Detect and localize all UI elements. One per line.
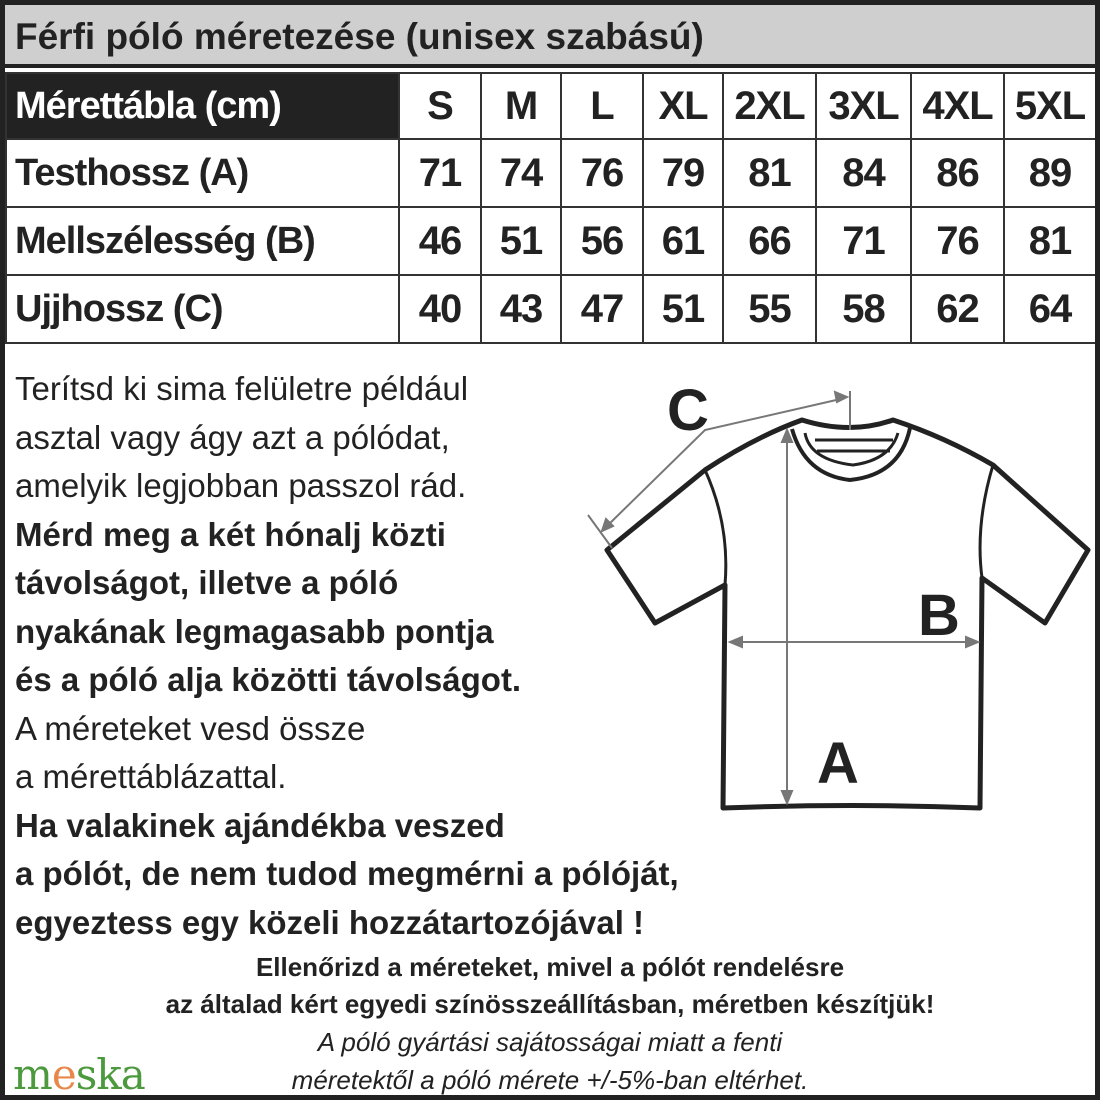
table-cell: 51 bbox=[643, 275, 723, 343]
table-cell: 61 bbox=[643, 207, 723, 275]
table-cell: 86 bbox=[911, 139, 1004, 207]
table-cell: 81 bbox=[723, 139, 816, 207]
instruction-line: Mérd meg a két hónalj közti bbox=[15, 515, 446, 553]
table-cell: 79 bbox=[643, 139, 723, 207]
size-header: M bbox=[481, 73, 561, 139]
note-bold-1: Ellenőrizd a méreteket, mivel a pólót rendelésre bbox=[255, 952, 845, 982]
instruction-line: távolságot, illetve a póló bbox=[15, 564, 399, 601]
instruction-line: és a póló alja közötti távolságot. bbox=[15, 661, 522, 698]
instruction-line: Terítsd ki sima felületre például bbox=[15, 370, 469, 407]
table-cell: 47 bbox=[561, 275, 643, 343]
table-cell: 71 bbox=[399, 139, 481, 207]
table-cell: 81 bbox=[1004, 207, 1096, 275]
instruction-line: nyakának legmagasabb pontja bbox=[15, 612, 494, 650]
table-cell: 40 bbox=[399, 275, 481, 343]
table-cell: 62 bbox=[911, 275, 1004, 343]
note-italic-1: A póló gyártási sajátosságai miatt a fenti bbox=[317, 1027, 783, 1057]
note-bold-2: az általad kért egyedi színösszeállításban, méretben készítjük! bbox=[165, 989, 935, 1019]
instruction-line: Ha valakinek ajándékba veszed bbox=[15, 806, 505, 844]
table-cell: 76 bbox=[911, 207, 1004, 275]
instruction-line: amelyik legjobban passzol rád. bbox=[15, 467, 467, 504]
note-italic-2: méretektől a póló mérete +/-5%-ban eltérhet. bbox=[291, 1065, 809, 1095]
page-title: Férfi póló méretezése (unisex szabású) bbox=[5, 5, 1095, 68]
size-header: 3XL bbox=[816, 73, 911, 139]
table-cell: 71 bbox=[816, 207, 911, 275]
instruction-line: a mérettáblázattal. bbox=[15, 758, 287, 795]
header-label: Mérettábla (cm) bbox=[6, 73, 399, 139]
label-c: C bbox=[667, 378, 709, 443]
row-label: Testhossz (A) bbox=[6, 139, 399, 207]
table-cell: 84 bbox=[816, 139, 911, 207]
notes bbox=[5, 949, 1095, 1099]
instruction-line: A méreteket vesd össze bbox=[15, 709, 366, 747]
size-header: 5XL bbox=[1004, 73, 1096, 139]
meska-logo: meska bbox=[13, 1050, 145, 1099]
size-header: XL bbox=[643, 73, 723, 139]
label-b: B bbox=[918, 583, 960, 648]
size-header: L bbox=[561, 73, 643, 139]
table-cell: 56 bbox=[561, 207, 643, 275]
table-cell: 43 bbox=[481, 275, 561, 343]
table-cell: 55 bbox=[723, 275, 816, 343]
table-cell: 74 bbox=[481, 139, 561, 207]
table-cell: 51 bbox=[481, 207, 561, 275]
instruction-line: asztal vagy ágy azt a pólódat, bbox=[15, 418, 450, 456]
table-cell: 66 bbox=[723, 207, 816, 275]
size-header: S bbox=[399, 73, 481, 139]
table-cell: 46 bbox=[399, 207, 481, 275]
table-cell: 76 bbox=[561, 139, 643, 207]
row-label: Mellszélesség (B) bbox=[6, 207, 399, 275]
table-cell: 64 bbox=[1004, 275, 1096, 343]
instruction-line: a pólót, de nem tudod megmérni a pólóját, bbox=[15, 855, 679, 892]
table-cell: 89 bbox=[1004, 139, 1096, 207]
row-label: Ujjhossz (C) bbox=[6, 275, 399, 343]
tshirt-diagram bbox=[5, 5, 1100, 1100]
label-a: A bbox=[817, 731, 859, 796]
instruction-line: egyeztess egy közeli hozzátartozójával ! bbox=[15, 903, 645, 941]
size-header: 4XL bbox=[911, 73, 1004, 139]
size-header: 2XL bbox=[723, 73, 816, 139]
table-cell: 58 bbox=[816, 275, 911, 343]
